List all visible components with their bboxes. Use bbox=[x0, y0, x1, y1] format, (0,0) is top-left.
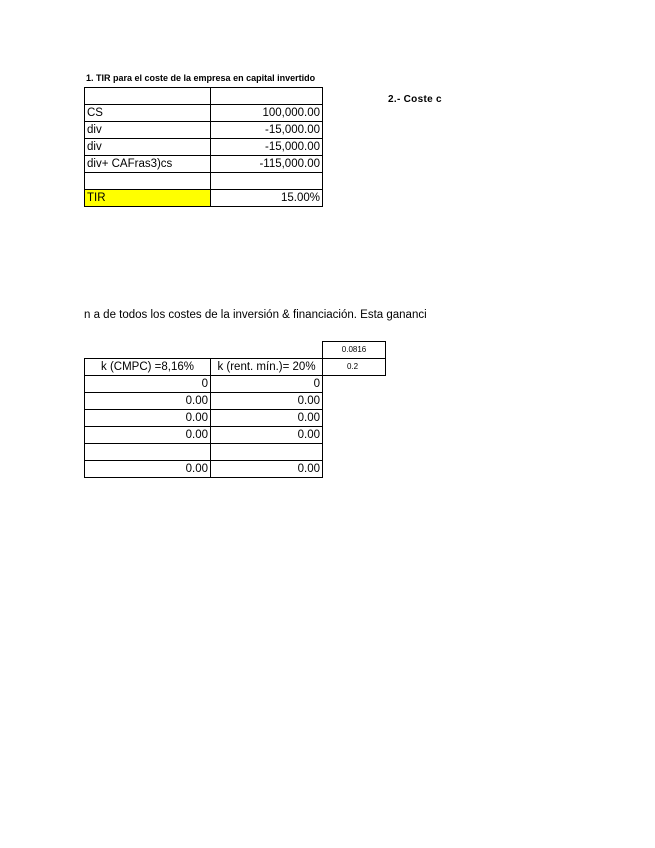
tir-value-cell[interactable]: 15.00% bbox=[211, 190, 323, 207]
table-cell[interactable]: 0.00 bbox=[85, 393, 211, 410]
table-cell[interactable]: 0.00 bbox=[85, 410, 211, 427]
cell-value[interactable]: 100,000.00 bbox=[211, 105, 323, 122]
cell-value[interactable]: -115,000.00 bbox=[211, 156, 323, 173]
table-row bbox=[85, 444, 323, 461]
tir-table bbox=[84, 87, 323, 207]
table-cell[interactable]: 0.00 bbox=[211, 427, 323, 444]
table-cell[interactable]: 0.00 bbox=[85, 427, 211, 444]
cell-label[interactable]: div bbox=[85, 122, 211, 139]
cell-value[interactable]: -15,000.00 bbox=[211, 122, 323, 139]
table-cell[interactable]: 0 bbox=[211, 376, 323, 393]
table-cell[interactable] bbox=[85, 444, 211, 461]
table-header-row bbox=[85, 359, 323, 376]
body-paragraph: n a de todos los costes de la inversión & financiación. Esta gananci bbox=[84, 309, 427, 321]
cell-label[interactable]: div+ CAFras3)cs bbox=[85, 156, 211, 173]
header-cmpc[interactable]: k (CMPC) =8,16% bbox=[85, 359, 211, 376]
table-cell[interactable]: 0 bbox=[85, 376, 211, 393]
table-cell[interactable]: 0.00 bbox=[211, 393, 323, 410]
table-cell[interactable]: 0.00 bbox=[85, 461, 211, 478]
table-row bbox=[85, 393, 323, 410]
table-row bbox=[85, 376, 323, 393]
header-rent-min[interactable]: k (rent. mín.)= 20% bbox=[211, 359, 323, 376]
table-row bbox=[85, 427, 323, 444]
table-cell[interactable] bbox=[211, 444, 323, 461]
comparison-table bbox=[84, 358, 323, 478]
rate-cmpc-cell[interactable]: 0.0816 bbox=[323, 342, 386, 359]
tir-label-cell[interactable]: TIR bbox=[85, 190, 211, 207]
table-row bbox=[85, 156, 323, 173]
table-row bbox=[85, 88, 323, 105]
table-cell[interactable]: 0.00 bbox=[211, 461, 323, 478]
cell-value[interactable] bbox=[211, 88, 323, 105]
table-row bbox=[323, 342, 386, 359]
table-row-tir bbox=[85, 190, 323, 207]
table-row bbox=[85, 410, 323, 427]
table-row bbox=[85, 139, 323, 156]
cell-value[interactable]: -15,000.00 bbox=[211, 139, 323, 156]
cell-label[interactable] bbox=[85, 173, 211, 190]
rate-min-cell[interactable]: 0.2 bbox=[323, 359, 386, 376]
table-row bbox=[85, 122, 323, 139]
table-row bbox=[323, 359, 386, 376]
table-row bbox=[85, 105, 323, 122]
section1-title: 1. TIR para el coste de la empresa en capital invertido bbox=[86, 73, 316, 83]
cell-label[interactable]: CS bbox=[85, 105, 211, 122]
cell-label[interactable] bbox=[85, 88, 211, 105]
rates-box bbox=[322, 341, 386, 376]
cell-value[interactable] bbox=[211, 173, 323, 190]
table-row bbox=[85, 173, 323, 190]
table-row bbox=[85, 461, 323, 478]
section2-title: 2.- Coste c bbox=[388, 94, 442, 105]
cell-label[interactable]: div bbox=[85, 139, 211, 156]
table-cell[interactable]: 0.00 bbox=[211, 410, 323, 427]
